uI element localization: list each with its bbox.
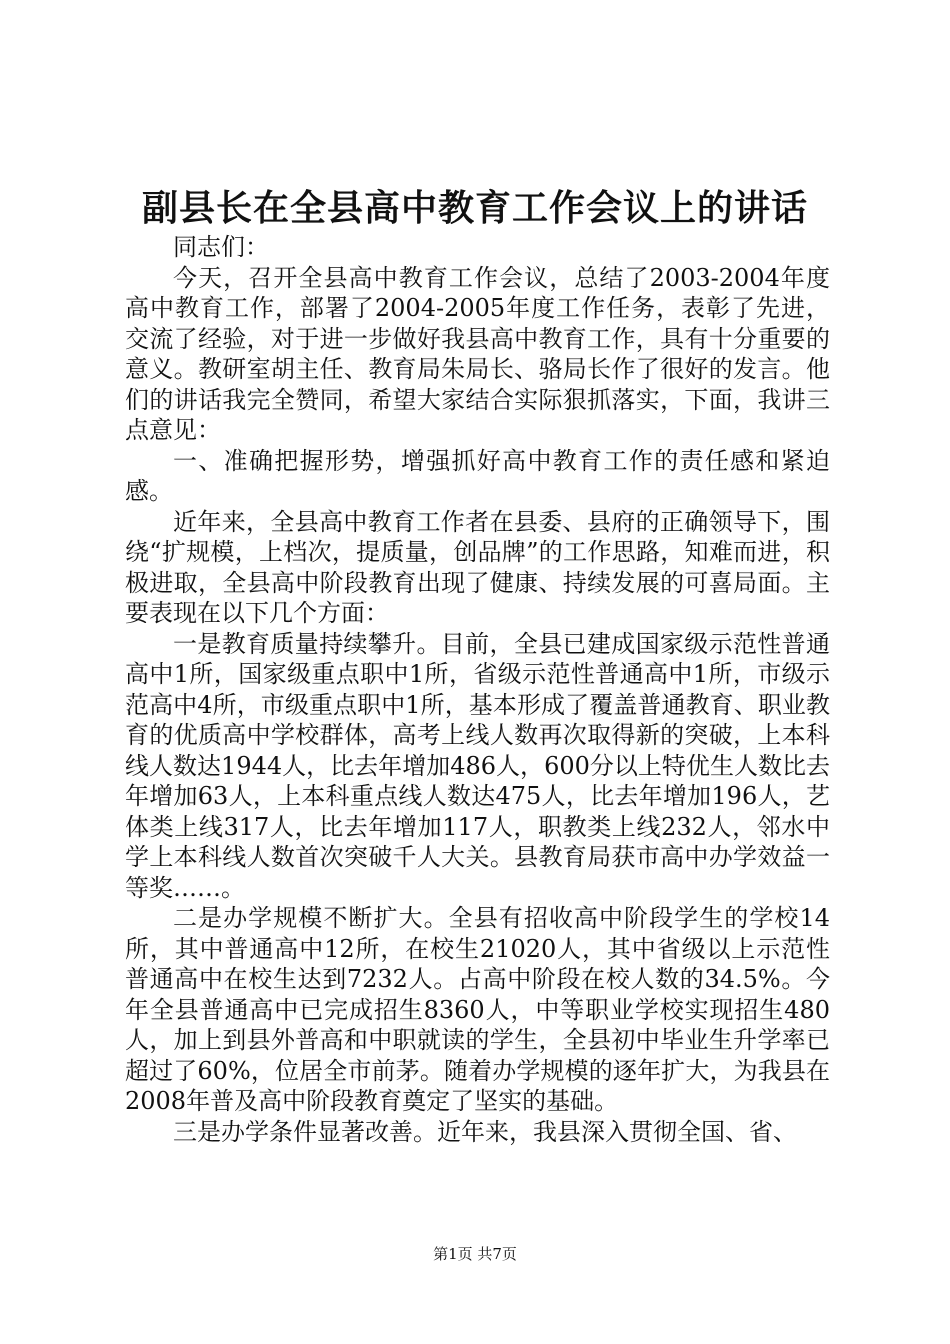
- situation-paragraph: 近年来，全县高中教育工作者在县委、县府的正确领导下，围绕“扩规模，上档次，提质量，创品牌”的工作思路，知难而进，积极进取，全县高中阶段教育出现了健康、持续发展的可喜局面。主要表现在以下几个方面：: [125, 507, 830, 627]
- page-title: 副县长在全县高中教育工作会议上的讲话: [141, 187, 808, 229]
- page-footer: 第1页 共7页: [433, 1245, 517, 1263]
- scale-paragraph: 二是办学规模不断扩大。全县有招收高中阶段学生的学校14所，其中普通高中12所，在校生21020人，其中省级以上示范性普通高中在校生达到7232人。占高中阶段在校人数的34.5%。今年全县普通高中已完成招生8360人，中等职业学校实现招生480人，加上到县外普高和中职就读的学生，全县初中毕业生升学率已超过了60%，位居全市前茅。随着办学规模的逐年扩大，为我县在2008年普及高中阶段教育奠定了坚实的基础。: [125, 904, 830, 1115]
- section-heading-1: 一、准确把握形势，增强抓好高中教育工作的责任感和紧迫感。: [125, 446, 830, 505]
- quality-paragraph: 一是教育质量持续攀升。目前，全县已建成国家级示范性普通高中1所，国家级重点职中1所，省级示范性普通高中1所，市级示范高中4所，市级重点职中1所，基本形成了覆盖普通教育、职业教育的优质高中学校群体，高考上线人数再次取得新的突破，上本科线人数达1944人，比去年增加486人，600分以上特优生人数比去年增加63人，上本科重点线人数达475人，比去年增加196人，艺体类上线317人，比去年增加117人，职教类上线232人，邻水中学上本科线人数首次突破千人大关。县教育局获市高中办学效益一等奖……。: [125, 629, 830, 902]
- document-body: [125, 232, 830, 1147]
- salutation-paragraph: 同志们：: [173, 233, 269, 261]
- intro-paragraph: 今天，召开全县高中教育工作会议，总结了2003-2004年度高中教育工作，部署了2004-2005年度工作任务，表彰了先进，交流了经验，对于进一步做好我县高中教育工作，具有十分重要的意义。教研室胡主任、教育局朱局长、骆局长作了很好的发言。他们的讲话我完全赞同，希望大家结合实际狠抓落实，下面，我讲三点意见：: [125, 263, 830, 444]
- conditions-paragraph: 三是办学条件显著改善。近年来，我县深入贯彻全国、省、: [173, 1117, 797, 1146]
